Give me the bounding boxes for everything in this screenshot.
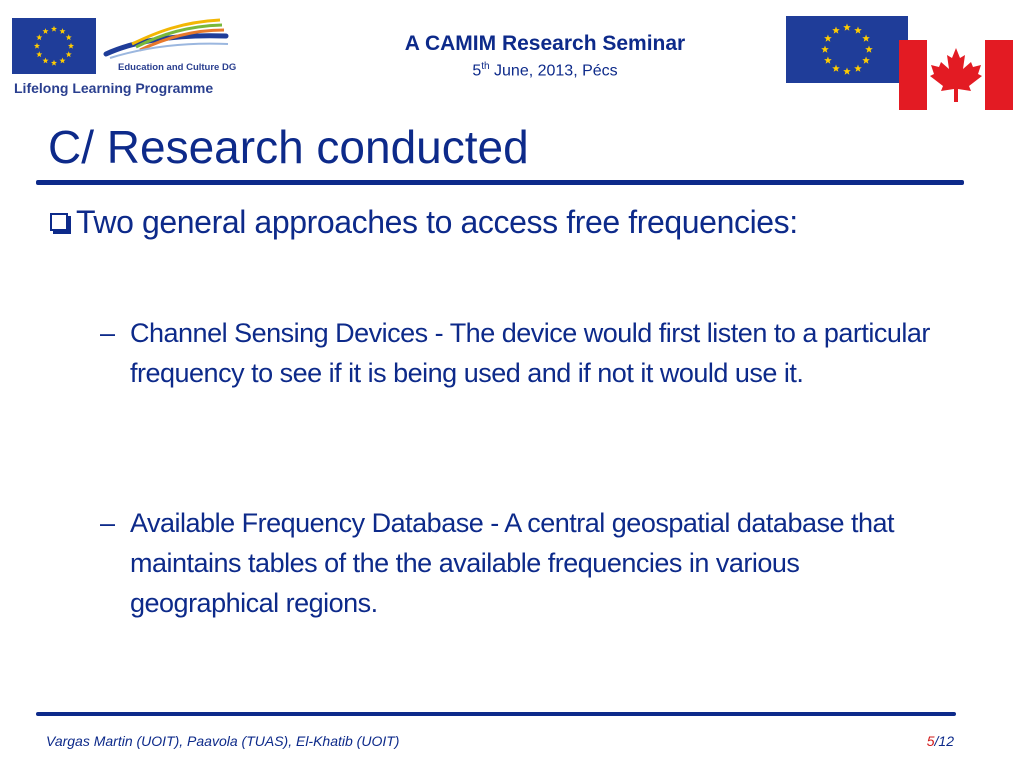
sub-bullet-text: Channel Sensing Devices - The device would first listen to a particular frequency to see if it is being used and if not it would use it.: [130, 318, 930, 388]
seminar-title: A CAMIM Research Seminar: [404, 32, 686, 55]
footer-authors: Vargas Martin (UOIT), Paavola (TUAS), El-Khatib (UOIT): [46, 733, 400, 749]
footer-divider: [36, 712, 956, 716]
page-total: /12: [934, 733, 954, 749]
checkbox-bullet-icon: [50, 213, 68, 231]
page-current: 5: [926, 733, 935, 749]
slide-heading: C/ Research conducted: [48, 121, 529, 173]
seminar-date: [330, 61, 760, 80]
main-bullet: [50, 204, 798, 241]
page-number: [927, 733, 954, 749]
programme-name: Lifelong Learning Programme: [14, 80, 214, 96]
eu-flag-icon: [786, 16, 908, 83]
dash-bullet-marker: –: [100, 318, 115, 348]
dash-bullet-marker: –: [100, 508, 115, 538]
canada-flag-icon: [899, 40, 1013, 110]
lifelong-learning-logo: [6, 12, 237, 104]
education-culture-swoosh-icon: [102, 14, 230, 66]
seminar-day-suffix: th: [481, 61, 490, 72]
seminar-day: 5: [472, 62, 482, 80]
main-bullet-text: Two general approaches to access free frequencies:: [76, 204, 798, 240]
heading-divider: [36, 180, 964, 185]
agency-name: Education and Culture DG: [118, 62, 237, 73]
eu-flag-small-icon: [12, 18, 96, 74]
sub-bullet-text: Available Frequency Database - A central geospatial database that maintains tables of the the available frequencies in various geographical regions.: [130, 508, 895, 618]
seminar-date-rest: June, 2013, Pécs: [489, 62, 618, 80]
